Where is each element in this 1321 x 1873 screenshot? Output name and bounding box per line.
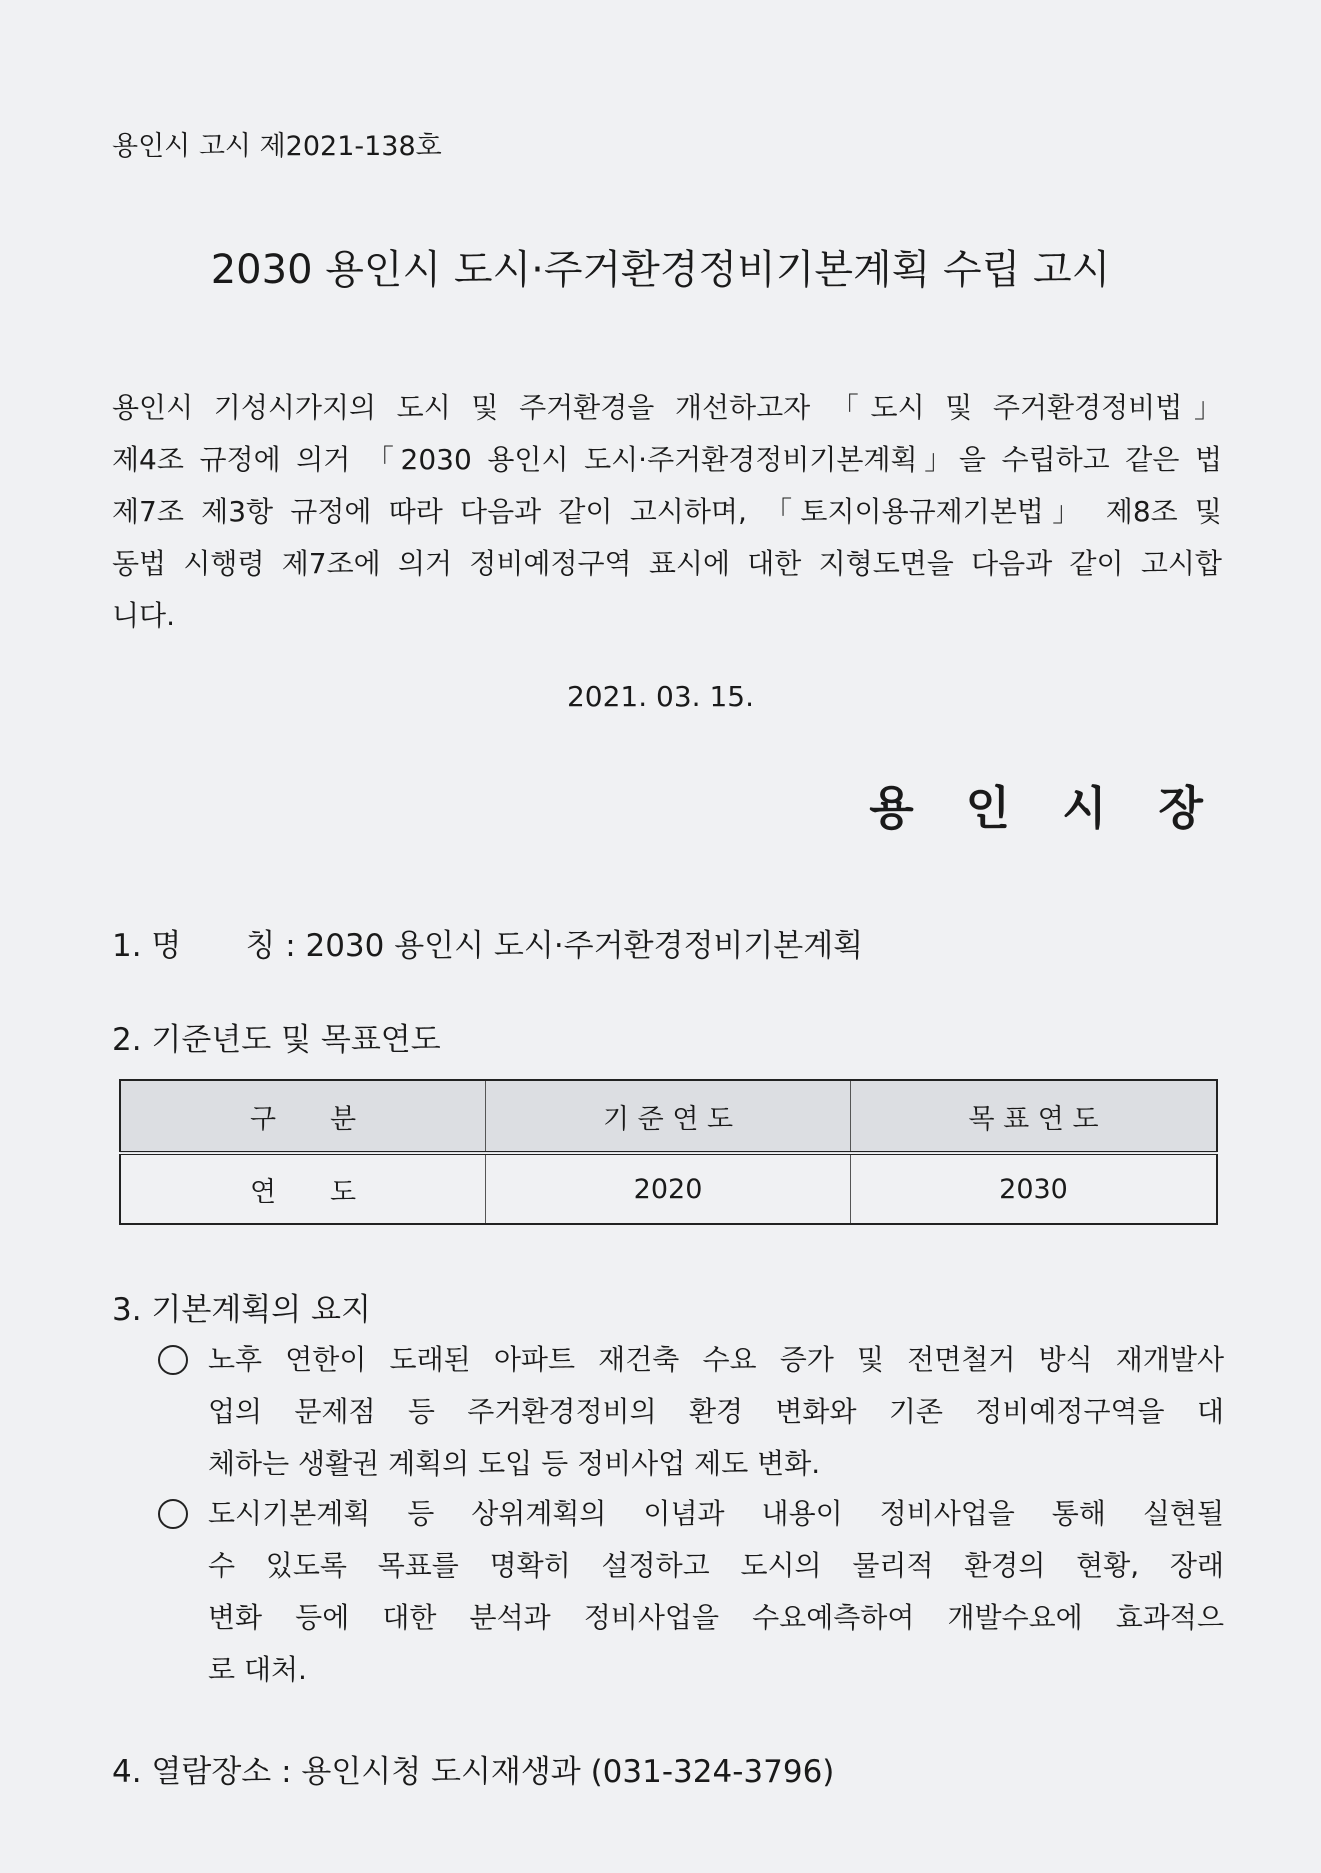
section-name bbox=[112, 920, 863, 965]
section-summary-heading: 3. 기본계획의 요지 bbox=[112, 1292, 371, 1328]
table-cell: 2030 bbox=[851, 1153, 1217, 1224]
body-line: 제4조 규정에 의거 「2030 용인시 도시·주거환경정비기본계획」을 수립하고 같은 법 bbox=[112, 443, 1222, 476]
notice-date: 2021. 03. 15. bbox=[566, 680, 755, 713]
table-header-cell: 구 분 bbox=[120, 1080, 486, 1153]
bullet-line: 체하는 생활권 계획의 도입 등 정비사업 제도 변화. bbox=[208, 1447, 821, 1480]
table-cell: 연 도 bbox=[120, 1153, 486, 1224]
bullet-line: 수 있도록 목표를 명확히 설정하고 도시의 물리적 환경의 현황, 장래 bbox=[208, 1549, 1224, 1582]
summary-bullet bbox=[158, 1488, 1224, 1696]
body-line: 용인시 기성시가지의 도시 및 주거환경을 개선하고자 「도시 및 주거환경정비법」 bbox=[112, 391, 1222, 424]
bullet-line: 업의 문제점 등 주거환경정비의 환경 변화와 기존 정비예정구역을 대 bbox=[208, 1395, 1224, 1428]
document-title: 2030 용인시 도시·주거환경정비기본계획 수립 고시 bbox=[210, 247, 1111, 293]
body-line: 동법 시행령 제7조에 의거 정비예정구역 표시에 대한 지형도면을 다음과 같이 고시합 bbox=[112, 547, 1222, 580]
table-row bbox=[120, 1153, 1217, 1224]
bullet-line: 로 대처. bbox=[208, 1653, 307, 1686]
notice-number: 용인시 고시 제2021-138호 bbox=[112, 131, 442, 162]
bullet-line: 도시기본계획 등 상위계획의 이념과 내용이 정비사업을 통해 실현될 bbox=[208, 1497, 1224, 1530]
body-line: 제7조 제3항 규정에 따라 다음과 같이 고시하며, 「토지이용규제기본법」 제8조 및 bbox=[112, 495, 1222, 528]
notice-body bbox=[112, 382, 1222, 642]
years-table bbox=[119, 1079, 1218, 1225]
table-header-cell: 목 표 연 도 bbox=[851, 1080, 1217, 1153]
body-line: 니다. bbox=[112, 599, 175, 632]
circle-bullet-icon bbox=[158, 1488, 208, 1540]
section-name-prefix: 1. 명 bbox=[112, 928, 182, 964]
table-header-row bbox=[120, 1080, 1217, 1153]
bullet-line: 변화 등에 대한 분석과 정비사업을 수요예측하여 개발수요에 효과적으 bbox=[208, 1601, 1224, 1634]
section-years-heading: 2. 기준년도 및 목표연도 bbox=[112, 1022, 441, 1058]
section-name-rest: 칭 : 2030 용인시 도시·주거환경정비기본계획 bbox=[245, 928, 864, 964]
summary-bullet bbox=[158, 1334, 1224, 1490]
table-cell: 2020 bbox=[486, 1153, 851, 1224]
table-header-cell: 기 준 연 도 bbox=[486, 1080, 851, 1153]
circle-bullet-icon bbox=[158, 1334, 208, 1386]
bullet-line: 노후 연한이 도래된 아파트 재건축 수요 증가 및 전면철거 방식 재개발사 bbox=[208, 1343, 1224, 1376]
issuer-signature: 용 인 시 장 bbox=[869, 781, 1221, 835]
section-viewing-place: 4. 열람장소 : 용인시청 도시재생과 (031-324-3796) bbox=[112, 1754, 835, 1790]
